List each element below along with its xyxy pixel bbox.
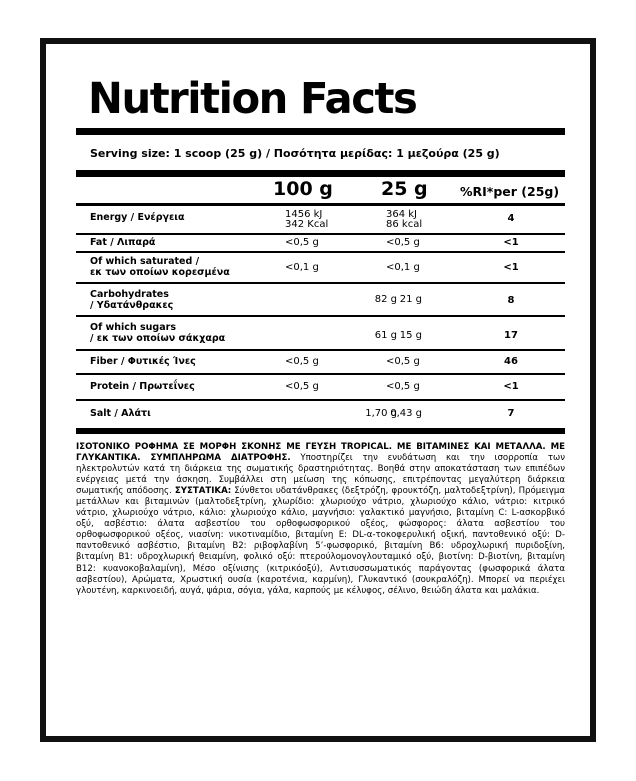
value-100g: 82 g <box>374 294 397 305</box>
ingredients-list: Σύνθετοι υδατάνθρακες (δεξτρόζη, φρουκτόζη, μαλτοδεξτρίνη), Πρόμειγμα μετάλλων και βιταμινών (μαλτοδεξτρίνη, χλωρίδιο: χλωριούχο νάτριο, χλωριούχο κάλιο, νάτριο: κιτρικό νάτριο, χλωριούχο νάτριο, κάλιο: χλωριούχο κάλιο, μαγνήσιο: γαλακτικό μαγνήσιο, βιταμίνη C: L-ασκορβικό οξύ, ασβέστιο: άλατα ασβεστίου του ορθοφωσφορικού οξέος, φώσφορος: άλατα ασβεστίου του ορθοφωσφορικού οξέος, νιασίνη: νικοτιναμίδιο, βιταμίνη E: DL-α-τοκοφερυλική οξική, παντοθενικό οξύ: D-παντοθενικό ασβέστιο, βιταμίνη B2: ριβοφλαβίνη 5’-φωσφορικό, βιταμίνη B6: υδροχλωρική πυριδοξίνη, βιταμίνη B1: υδροχλωρική θειαμίνη, φολικό οξύ: πτερούλομονογλουταμικό οξύ, βιοτίνη: D-βιοτίνη, βιταμίνη B12: κυανοκοβαλαμίνη), Μέσο οξίνισης (κιτρικόοξύ), Αντισυσσωματικός παράγοντας (φωσφορικά άλατα ασβεστίου), Αρώματα, Χρωστική ουσία (καροτένια, καρμίνη), Γλυκαντικό (σουκραλόζη). Μπορεί να περιέχει γλουτένη, καρκινοειδή, αυγά, ψάρια, σόγια, γάλα, καρπούς με κέλυφος, σέλινο, θειώδη άλατα και μαλάκια. <box>76 486 565 596</box>
value-25g: <0,5 g <box>386 381 420 392</box>
page-title: Nutrition Facts <box>88 74 417 124</box>
table-row <box>76 252 565 283</box>
ingredients-heading: ΣΥΣΤΑΤΙΚΑ: <box>174 486 232 497</box>
value-25g: 0,43 g <box>390 408 422 419</box>
column-header-ri: %RI*per (25g) <box>460 184 560 199</box>
value-100g: <0,5 g <box>285 381 319 392</box>
title-rule <box>76 128 565 135</box>
ingredients-text <box>76 442 565 597</box>
table-row <box>76 234 565 252</box>
product-benefits: Υποστηρίζει την ενυδάτωση και την ισορροπία των ηλεκτρολυτών κατά τη διάρκεια της σωματικής δραστηριότητας. Βοηθά στην αποκατάσταση των επιπέδων ενέργειας μετά την άσκηση. Συμβάλλει στη μείωση της κόπωσης, επιτρέποντας μεγαλύτερη διάρκεια σωματικής απόδοσης. <box>76 453 565 497</box>
table-row <box>76 206 565 234</box>
value-25g-kcal: 86 kcal <box>386 219 423 230</box>
table-row <box>76 400 565 428</box>
value-100g-kcal: 342 Kcal <box>285 219 329 230</box>
table-row <box>76 350 565 374</box>
value-25g: <0,5 g <box>386 356 420 367</box>
product-description: ΙΣΟΤΟΝΙΚΟ ΡΟΦΗΜΑ ΣΕ ΜΟΡΦΗ ΣΚΟΝΗΣ ΜΕ ΓΕΥΣΗ TROPICAL. ΜΕ ΒΙΤΑΜΙΝΕΣ ΚΑΙ ΜΕΤΑΛΛΑ. ΜΕ ΓΛΥΚΑΝΤΙΚΑ. ΣΥΜΠΛΗΡΩΜΑ ΔΙΑΤΡΟΦΗΣ. <box>76 442 565 464</box>
table-row <box>76 316 565 349</box>
value-100g: <0,5 g <box>285 356 319 367</box>
value-ri: <1 <box>503 237 519 248</box>
table-row <box>76 374 565 400</box>
value-25g: 364 kJ <box>386 209 418 220</box>
value-ri: <1 <box>503 262 519 273</box>
nutrient-label: Fat / Λιπαρά <box>90 237 156 248</box>
value-ri: 4 <box>507 213 515 224</box>
nutrient-label-greek: / εκ των οποίων σάκχαρα <box>90 333 226 344</box>
value-ri: 7 <box>507 408 515 419</box>
column-header-25g: 25 g <box>381 178 428 200</box>
table-bottom-rule <box>76 428 565 434</box>
value-ri: 8 <box>507 295 515 306</box>
value-ri: <1 <box>503 381 519 392</box>
nutrient-label: Salt / Αλάτι <box>90 408 151 419</box>
nutrient-label: Energy / Ενέργεια <box>90 212 185 223</box>
value-100g: 1,70 g <box>365 408 397 419</box>
nutrient-label-greek: / Υδατάνθρακες <box>90 300 174 311</box>
value-100g: 61 g <box>374 330 397 341</box>
value-100g: 1456 kJ <box>285 209 323 220</box>
table-row <box>76 283 565 316</box>
value-25g: 15 g <box>399 330 422 341</box>
nutrient-label: Of which saturated / <box>90 256 200 267</box>
nutrient-label: Carbohydrates <box>90 289 169 300</box>
nutrient-label: Of which sugars <box>90 322 176 333</box>
value-100g: <0,5 g <box>285 237 319 248</box>
nutrient-label: Protein / Πρωτεΐνες <box>90 381 195 392</box>
value-ri: 17 <box>504 330 518 341</box>
serving-size: Serving size: 1 scoop (25 g) / Ποσότητα μερίδας: 1 μεζούρα (25 g) <box>90 147 500 160</box>
column-header-100g: 100 g <box>273 178 333 200</box>
nutrient-label: Fiber / Φυτικές Ίνες <box>90 356 196 367</box>
value-ri: 46 <box>504 356 518 367</box>
nutrient-label-greek: εκ των οποίων κορεσμένα <box>90 267 230 278</box>
serving-rule <box>76 170 565 177</box>
value-25g: 21 g <box>399 294 422 305</box>
value-25g: <0,5 g <box>386 237 420 248</box>
value-25g: <0,1 g <box>386 262 420 273</box>
value-100g: <0,1 g <box>285 262 319 273</box>
